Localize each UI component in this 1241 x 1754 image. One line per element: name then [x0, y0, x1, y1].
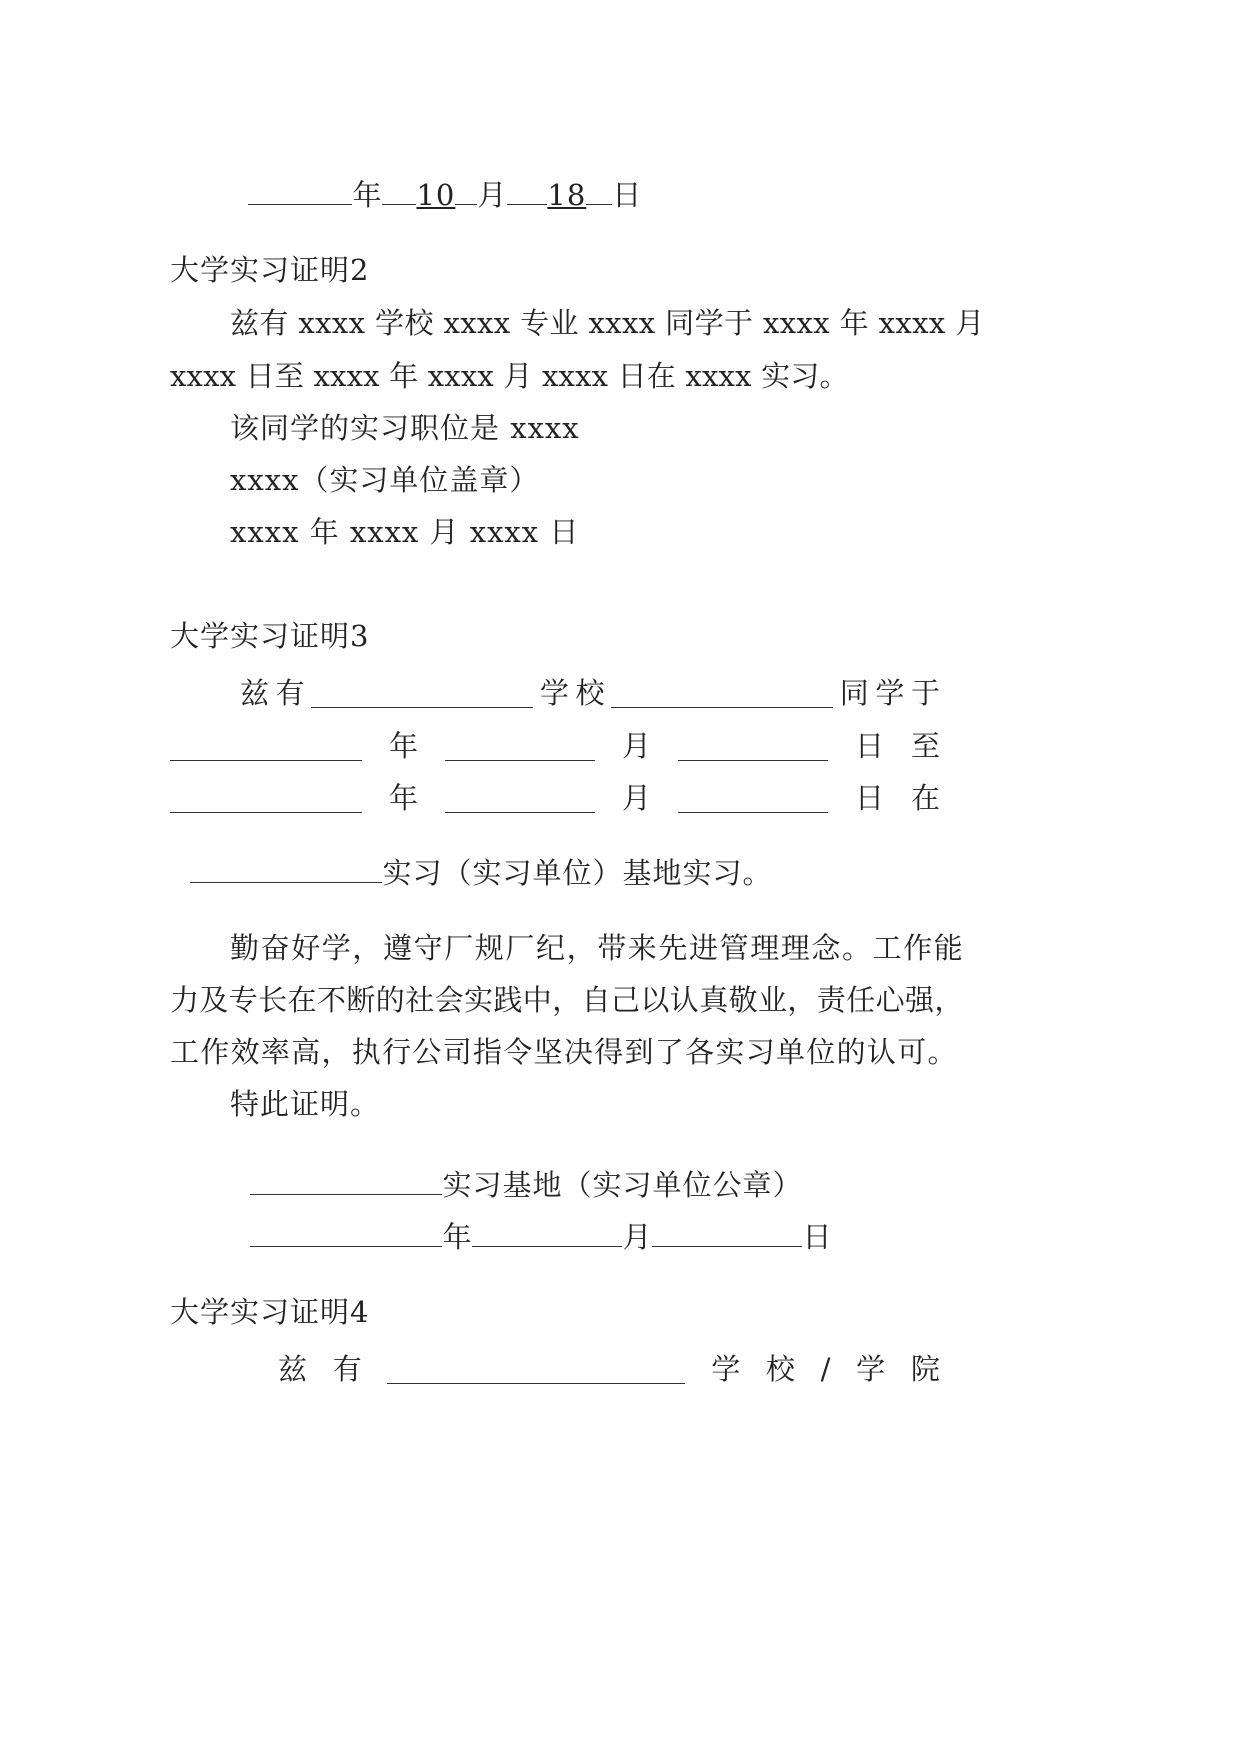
- sign-year-label: 年: [442, 1220, 473, 1254]
- section3-line4-text: 实习（实习单位）基地实习。: [382, 856, 773, 890]
- blank-end-day: [678, 811, 828, 813]
- section3-para2-line1: 勤奋好学，遵守厂规厂纪，带来先进管理理念。工作能: [230, 931, 965, 965]
- blank-school: [387, 1382, 685, 1384]
- blank-day-pre: [507, 203, 547, 205]
- blank-student: [611, 706, 833, 708]
- blank-sign-month: [472, 1245, 622, 1247]
- section3-line2: [170, 721, 940, 761]
- char: /: [820, 1352, 831, 1386]
- blank-unit: [190, 881, 382, 883]
- blank-sign-year: [250, 1245, 442, 1247]
- section3-line3: [170, 773, 940, 813]
- char: 校: [765, 1352, 795, 1386]
- char: 兹: [278, 1352, 308, 1386]
- char: 日: [854, 729, 884, 763]
- section2-position-line: 该同学的实习职位是 xxxx: [230, 411, 580, 445]
- section3-title: 大学实习证明3: [170, 619, 370, 653]
- blank-month-post: [455, 203, 477, 205]
- blank-start-year: [170, 759, 362, 761]
- year-label: 年: [352, 178, 383, 212]
- section3-para2-line3: 工作效率高，执行公司指令坚决得到了各实习单位的认可。: [170, 1035, 958, 1069]
- section2-seal-line: xxxx（实习单位盖章）: [230, 463, 540, 497]
- section4-line1: [278, 1344, 940, 1384]
- char: 月: [621, 729, 651, 763]
- blank-school: [311, 706, 533, 708]
- sign-month-label: 月: [622, 1220, 653, 1254]
- section3-seal-line: [230, 1142, 802, 1200]
- month-label: 月: [477, 178, 508, 212]
- blank-month-pre: [382, 203, 416, 205]
- blank-end-year: [170, 811, 362, 813]
- section3-hereby: 特此证明。: [230, 1087, 381, 1121]
- char: 至: [910, 729, 940, 763]
- blank-end-month: [445, 811, 595, 813]
- sign-day-label: 日: [802, 1220, 833, 1254]
- char: 年: [388, 781, 418, 815]
- char: 年: [388, 729, 418, 763]
- char: 日: [854, 781, 884, 815]
- section2-para1-line2: xxxx 日至 xxxx 年 xxxx 月 xxxx 日在 xxxx 实习。: [170, 359, 849, 393]
- section3-seal-text: 实习基地（实习单位公章）: [442, 1168, 803, 1202]
- section3-para2-line2: 力及专长在不断的社会实践中，自己以认真敬业，责任心强，: [170, 983, 964, 1017]
- char: 学: [856, 1352, 886, 1386]
- char: 校: [575, 676, 605, 710]
- char: 同: [839, 676, 869, 710]
- section2-title: 大学实习证明2: [170, 253, 370, 287]
- blank-start-month: [445, 759, 595, 761]
- char: 有: [275, 676, 305, 710]
- char: 院: [910, 1352, 940, 1386]
- section2-date-line: xxxx 年 xxxx 月 xxxx 日: [230, 515, 580, 549]
- char: 在: [910, 781, 940, 815]
- day-value: 18: [547, 178, 587, 212]
- section4-title: 大学实习证明4: [170, 1295, 370, 1329]
- char: 学: [875, 676, 905, 710]
- section3-sign-date: [230, 1194, 832, 1252]
- blank-day-post: [586, 203, 612, 205]
- char: 于: [910, 676, 940, 710]
- char: 学: [711, 1352, 741, 1386]
- day-label: 日: [612, 178, 643, 212]
- section3-line1: [240, 668, 940, 708]
- month-value: 10: [416, 178, 456, 212]
- blank-sign-day: [652, 1245, 802, 1247]
- section3-line4: [170, 830, 772, 888]
- section1-date-line: [228, 152, 642, 210]
- blank-year: [248, 203, 352, 205]
- char: 学: [539, 676, 569, 710]
- char: 月: [621, 781, 651, 815]
- blank-start-day: [678, 759, 828, 761]
- char: 有: [332, 1352, 362, 1386]
- section2-para1-line1: 兹有 xxxx 学校 xxxx 专业 xxxx 同学于 xxxx 年 xxxx 月: [230, 306, 985, 340]
- char: 兹: [240, 676, 270, 710]
